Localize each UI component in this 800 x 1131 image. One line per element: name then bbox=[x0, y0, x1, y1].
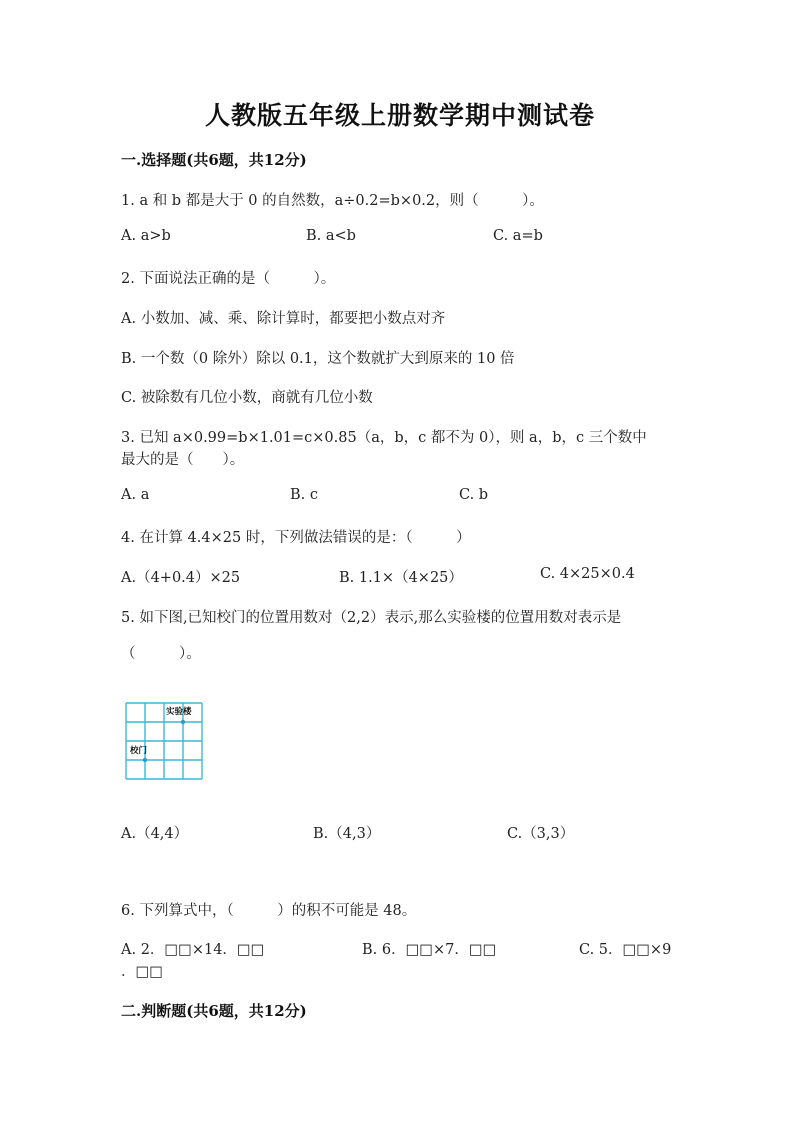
question-4-option-c: C. 4×25×0.4 bbox=[540, 566, 635, 582]
question-6-option-a: A. 2．□□×14．□□ bbox=[121, 942, 265, 958]
question-3-option-a: A. a bbox=[121, 487, 150, 503]
question-5-option-b: B.（4,3） bbox=[313, 826, 381, 842]
question-4-option-a: A.（4+0.4）×25 bbox=[121, 570, 241, 586]
coordinate-grid-figure bbox=[124, 701, 204, 779]
question-5-option-a: A.（4,4） bbox=[121, 826, 189, 842]
question-3-option-c: C. b bbox=[459, 487, 489, 503]
question-2-option-c: C. 被除数有几位小数，商就有几位小数 bbox=[121, 390, 373, 406]
gate-label: 校门 bbox=[130, 746, 148, 756]
question-3-option-b: B. c bbox=[290, 487, 318, 503]
question-1-option-a: A. a>b bbox=[121, 228, 171, 244]
section-heading-judgement: 二.判断题(共6题，共12分) bbox=[121, 1002, 307, 1020]
lab-dot bbox=[181, 720, 185, 724]
section-heading-choice: 一.选择题(共6题，共12分) bbox=[121, 151, 307, 169]
grid-svg bbox=[124, 701, 204, 779]
question-5-option-c: C.（3,3） bbox=[507, 826, 575, 842]
question-1-option-c: C. a=b bbox=[493, 228, 543, 244]
question-3-text-line1: 3. 已知 a×0.99=b×1.01=c×0.85（a，b，c 都不为 0），则 a，b，c 三个数中 bbox=[121, 430, 647, 446]
question-4-option-b: B. 1.1×（4×25） bbox=[339, 570, 463, 586]
page-title: 人教版五年级上册数学期中测试卷 bbox=[204, 101, 595, 130]
question-2-option-b: B. 一个数（0 除外）除以 0.1，这个数就扩大到原来的 10 倍 bbox=[121, 351, 515, 367]
lab-label: 实验楼 bbox=[166, 707, 192, 717]
question-2-text: 2. 下面说法正确的是（ ）。 bbox=[121, 271, 336, 287]
question-1-text: 1. a 和 b 都是大于 0 的自然数，a÷0.2=b×0.2，则（ ）。 bbox=[121, 193, 544, 209]
question-1-option-b: B. a<b bbox=[306, 228, 356, 244]
question-6-text: 6. 下列算式中，（ ）的积不可能是 48。 bbox=[121, 903, 417, 919]
question-6-option-b: B. 6．□□×7．□□ bbox=[362, 942, 497, 958]
question-2-option-a: A. 小数加、减、乘、除计算时，都要把小数点对齐 bbox=[121, 311, 446, 327]
question-6-option-c-continued: ．□□ bbox=[121, 964, 163, 980]
gate-dot bbox=[143, 758, 147, 762]
question-5-text-line2: （ ）。 bbox=[121, 646, 201, 662]
question-4-text: 4. 在计算 4.4×25 时，下列做法错误的是：（ ） bbox=[121, 530, 471, 546]
question-3-text-line2: 最大的是（ ）。 bbox=[121, 452, 245, 468]
question-5-text-line1: 5. 如下图,已知校门的位置用数对（2,2）表示,那么实验楼的位置用数对表示是 bbox=[121, 610, 622, 626]
question-6-option-c: C. 5．□□×9 bbox=[579, 942, 672, 958]
